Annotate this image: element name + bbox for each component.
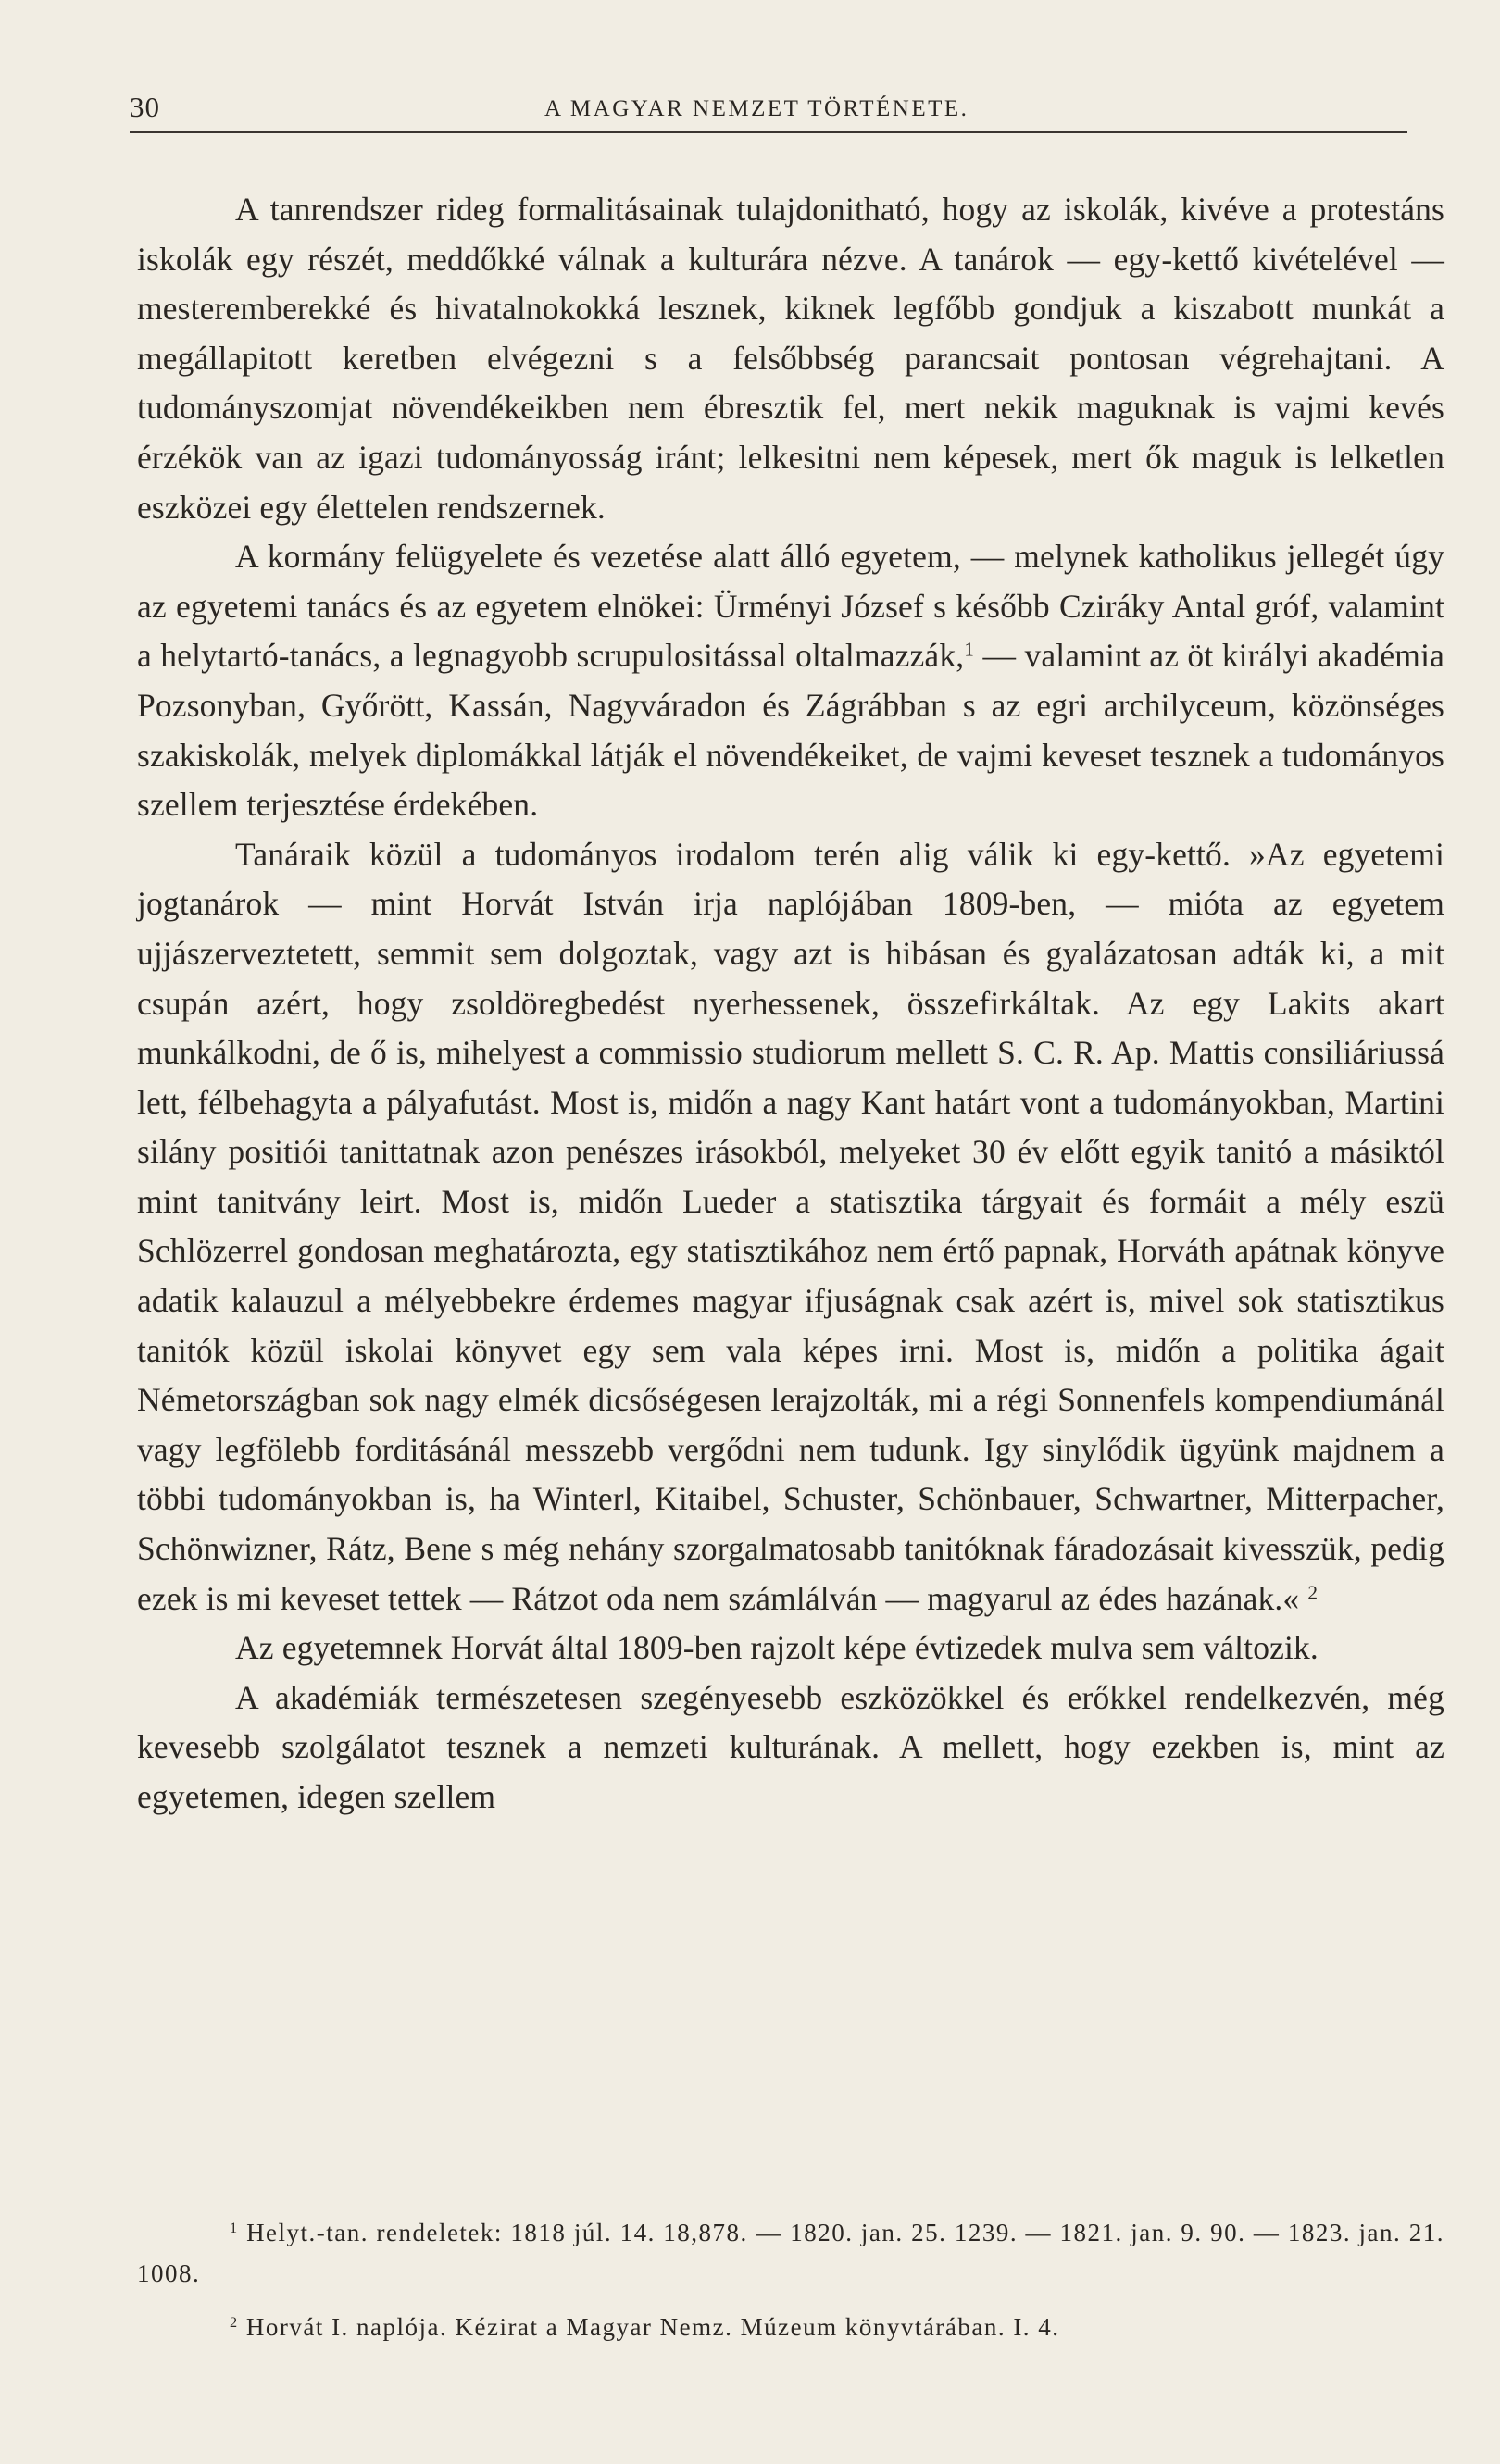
footnote-2-marker: 2	[230, 2314, 239, 2332]
footnote-1-marker: 1	[230, 2220, 239, 2237]
footnote-ref-2[interactable]: 2	[1307, 1580, 1319, 1603]
paragraph-2-text: A kormány felügyelete és vezetése alatt álló egyetem, — melynek katholikus jellegét úgy az egyetemi tanács és az egyetem elnökei: Ürményi József s később Cziráky Antal gróf, valamint a helytartó-tanács, a legnagyobb scrupulositással oltalmazzák,	[137, 538, 1444, 675]
footnote-1	[137, 2212, 1444, 2294]
page-header	[130, 91, 1407, 133]
paragraph-3	[137, 830, 1444, 1624]
running-title: A MAGYAR NEMZET TÖRTÉNETE.	[544, 96, 969, 121]
footnote-2	[137, 2307, 1444, 2347]
paragraph-1: A tanrendszer rideg formalitásainak tulajdonitható, hogy az iskolák, kivéve a protestáns iskolák egy részét, meddőkké válnak a kulturára nézve. A tanárok — egy-kettő kivételével — mesteremberekké és hivatalnokokká lesznek, kiknek legfőbb gondjuk a kiszabott munkát a megállapitott keretben elvégezni s a felsőbbség parancsait pontosan végrehajtani. A tudományszomjat növendékeikben nem ébresztik fel, mert nekik maguknak is vajmi kevés érzékök van az igazi tudományosság iránt; lelkesitni nem képesek, mert ők maguk is lelketlen eszközei egy élettelen rendszernek.	[137, 191, 1444, 526]
footnote-1-text: Helyt.-tan. rendeletek: 1818 júl. 14. 18,878. — 1820. jan. 25. 1239. — 1821. jan. 9. 90. — 1823. jan. 21. 1008.	[137, 2219, 1444, 2287]
main-text	[137, 185, 1444, 1823]
footnote-ref-1[interactable]: 1	[964, 638, 975, 661]
footnotes	[137, 2212, 1444, 2347]
paragraph-2-continuation: — valamint az öt királyi akadémia Pozsonyban, Győrött, Kassán, Nagyváradon és Zágrábban s az egri archilyceum, közönséges szakiskolák, melyek diplomákkal látják el növendékeiket, de vajmi keveset tesznek a tudományos szellem terjesztése érdekében.	[137, 637, 1444, 824]
paragraph-4: Az egyetemnek Horvát által 1809-ben rajzolt képe évtizedek mulva sem változik.	[235, 1629, 1319, 1667]
footnote-2-text: Horvát I. naplója. Kézirat a Magyar Nemz. Múzeum könyvtárában. I. 4.	[245, 2313, 1060, 2341]
paragraph-3-text: Tanáraik közül a tudományos irodalom terén alig válik ki egy-kettő. »Az egyetemi jogtanárok — mint Horvát István irja naplójában 1809-ben, — mióta az egyetem ujjászerveztetett, semmit sem dolgoztak, vagy azt is hibásan és gyalázatosan adták ki, a mit csupán azért, hogy zsoldöregbedést nyerhessenek, összefirkáltak. Az egy Lakits akart munkálkodni, de ő is, mihelyest a commissio studiorum mellett S. C. R. Ap. Mattis consiliáriussá lett, félbehagyta a pályafutást. Most is, midőn a nagy Kant határt vont a tudományokban, Martini silány positiói tanittatnak azon penészes irásokból, melyeket 30 év előtt egyik tanitó a másiktól mint tanitvány leirt. Most is, midőn Lueder a statisztika tárgyait és formáit a mély eszü Schlözerrel gondosan meghatározta, egy statisztikához nem értő papnak, Horváth apátnak könyve adatik kalauzul a mélyebbekre érdemes magyar ifjuságnak csak azért is, mivel sok statisztikus tanitók közül iskolai könyvet egy sem vala képes irni. Most is, midőn a politika ágait Németországban sok nagy elmék dicsőségesen lerajzolták, mi a régi Sonnenfels kompendiumánál vagy legfölebb forditásánál messzebb vergődni nem tudunk. Igy sinylődik ügyünk majdnem a többi tudományokban is, ha Winterl, Kitaibel, Schuster, Schönbauer, Schwartner, Mitterpacher, Schönwizner, Rátz, Bene s még nehány szorgalmatosabb tanitóknak fáradozásait kivesszük, pedig ezek is mi keveset tettek — Rátzot oda nem számlálván — magyarul az édes hazának.«	[137, 835, 1444, 1617]
paragraph-5: A akadémiák természetesen szegényesebb eszközökkel és erőkkel rendelkezvén, még kevesebb szolgálatot tesznek a nemzeti kulturának. A mellett, hogy ezekben is, mint az egyetemen, idegen szellem	[137, 1678, 1444, 1815]
page-number: 30	[130, 91, 160, 123]
paragraph-2	[137, 532, 1444, 830]
